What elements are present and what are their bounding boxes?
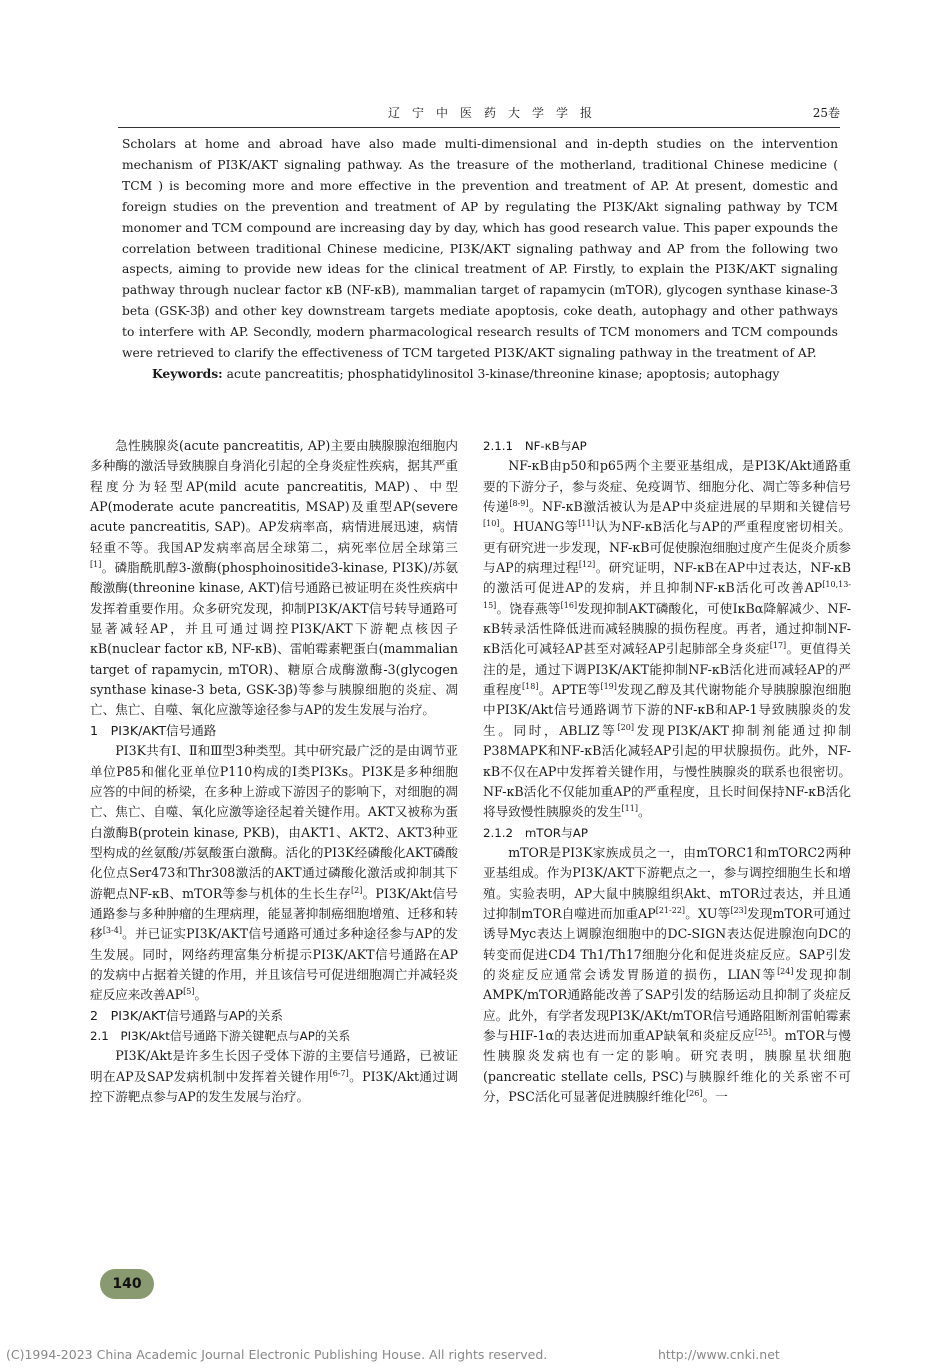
subsection-heading-2-1-2: 2.1.2 mTOR与AP: [483, 825, 588, 840]
header-rule: [118, 127, 840, 128]
section-2-1-paragraph: PI3K/Akt是许多生长因子受体下游的主要信号通路，已被证明在AP及SAP发病机制中发挥着关键作用[6-7]。PI3K/Akt通过调控下游靶点参与AP的发生发展与治疗。: [90, 1048, 459, 1104]
footer-copyright: (C)1994-2023 China Academic Journal Electronic Publishing House. All rights reserved.: [6, 1347, 548, 1362]
keywords-label: Keywords:: [152, 365, 223, 381]
abstract-text: Scholars at home and abroad have also made multi-dimensional and in-depth studies on the intervention mechanism of PI3K/AKT signaling pathway. As the treasure of the motherland, traditional Chinese medicine ( TCM ) is becoming more and more effective in the prevention and treatment of AP. At present, domestic and foreign studies on the prevention and treatment of AP by regulating the PI3K/Akt signaling pathway by TCM monomer and TCM compound are increasing day by day, which has good research value. This paper expounds the correlation between traditional Chinese medicine, PI3K/AKT signaling pathway and AP from the following two aspects, aiming to provide new ideas for the clinical treatment of AP. Firstly, to explain the PI3K/AKT signaling pathway through nuclear factor κB (NF-κB), mammalian target of rapamycin (mTOR), glycogen synthase kinase-3 beta (GSK-3β) and other key downstream targets mediate apoptosis, coke death, autophagy and other pathways to interfere with AP. Secondly, modern pharmacological research results of TCM monomers and TCM compounds were retrieved to clarify the effectiveness of TCM targeted PI3K/AKT signaling pathway in the treatment of AP.: [122, 137, 838, 361]
section-1-paragraph: PI3K共有Ⅰ、Ⅱ和Ⅲ型3种类型。其中研究最广泛的是由调节亚单位P85和催化亚单位P110构成的Ⅰ类PI3Ks。PI3K是多种细胞应答的中间的桥梁，在多种上游或下游因子的影响下，对细胞的凋亡、焦亡、自噬、氧化应激等途径起着关键作用。AKT又被称为蛋白激酶B(protein kinase, PKB)，由AKT1、AKT2、AKT3种亚型构成的丝氨酸/苏氨酸蛋白激酶。活化的PI3K经磷酸化AKT磷酸化位点Ser473和Thr308激活的AKT通过磷酸化激活或抑制其下游靶点NF-κB、mTOR等参与机体的生长生存[2]。PI3K/Akt信号通路参与多种肿瘤的生理病理，能显著抑制癌细胞增殖、迁移和转移[3-4]。并已证实PI3K/AKT信号通路可通过多种途径参与AP的发生发展。同时，网络药理富集分析提示PI3K/AKT信号通路在AP的发病中占据着关键的作用，并且该信号可促进细胞凋亡并减轻炎症反应来改善AP[5]。: [90, 743, 458, 1003]
footer: [6, 1347, 780, 1362]
subsection-heading-2-1: 2.1 PI3K/Akt信号通路下游关键靶点与AP的关系: [90, 1028, 351, 1043]
subsection-heading-2-1-1: 2.1.1 NF-κB与AP: [483, 439, 587, 453]
section-heading-1: 1 PI3K/AKT信号通路: [90, 722, 217, 738]
abstract-block: [122, 134, 838, 385]
section-heading-2: 2 PI3K/AKT信号通路与AP的关系: [90, 1007, 283, 1023]
keywords-text: acute pancreatitis; phosphatidylinositol 3-kinase/threonine kinase; apoptosis; autophagy: [222, 366, 780, 381]
left-column: [90, 436, 458, 1107]
footer-site[interactable]: http://www.cnki.net: [658, 1347, 780, 1362]
nfkb-paragraph: NF-κB由p50和p65两个主要亚基组成，是PI3K/Akt通路重要的下游分子，参与炎症、免疫调节、细胞分化、凋亡等多种信号传递[8-9]。NF-κB激活被认为是AP中炎症进展的早期和关键信号[10]。HUANG等[11]认为NF-κB活化与AP的严重程度密切相关。更有研究进一步发现，NF-κB可促使腺泡细胞过度产生促炎介质参与AP的病理过程[12]。研究证明，NF-κB在AP中过表达，NF-κB的激活可促进AP的发病，并且抑制NF-κB活化可改善AP[10,13-15]。饶春燕等[16]发现抑制AKT磷酸化，可使IκBα降解减少、NF-κB转录活性降低进而减轻胰腺的损伤程度。再者，通过抑制NF-κB活化可减轻AP甚至对减轻AP引起肺部全身炎症[17]。更值得关注的是，通过下调PI3K/AKT能抑制NF-κB活化进而减轻AP的严重程度[18]。APTE等[19]发现乙醇及其代谢物能介导胰腺腺泡细胞中PI3K/Akt信号通路调节下游的NF-κB和AP-1导致胰腺炎的发生。同时，ABLIZ等[20]发现PI3K/AKT抑制剂能通过抑制P38MAPK和NF-κB活化减轻AP引起的甲状腺损伤。此外，NF-κB不仅在AP中发挥着关键作用，与慢性胰腺炎的联系也很密切。NF-κB活化不仅能加重AP的严重程度，且长时间保持NF-κB活化将导致慢性胰腺炎的发生[11]。: [483, 458, 852, 820]
keywords-line: [122, 364, 838, 385]
page-number: 140: [100, 1269, 154, 1299]
running-header: [118, 104, 840, 126]
journal-name: 辽宁中医药大学学报: [388, 106, 605, 120]
mtor-paragraph: mTOR是PI3K家族成员之一，由mTORC1和mTORC2两种亚基组成。作为PI3K/AKT下游靶点之一，参与调控细胞生长和增殖。实验表明，AP大鼠中胰腺组织Akt、mTOR过表达，并且通过抑制mTOR自噬进而加重AP[21-22]。XU等[23]发现mTOR可通过诱导Myc表达上调腺泡细胞中的DC-SIGN表达促进腺泡向DC的转变而促进CD4 Th1/Th17细胞分化和促进炎症反应。SAP引发的炎症反应通常会诱发胃肠道的损伤，LIAN等[24]发现抑制AMPK/mTOR通路能改善了SAP引发的结肠运动且抑制了炎症反应。此外，有学者发现PI3K/AKt/mTOR信号通路阻断剂雷帕霉素参与HIF-1α的表达进而加重AP缺氧和炎症反应[25]。mTOR与慢性胰腺炎发病也有一定的影响。研究表明，胰腺星状细胞(pancreatic stellate cells, PSC)与胰腺纤维化的关系密不可分，PSC活化可显著促进胰腺纤维化[26]。一: [483, 844, 852, 1104]
volume-label: 25卷: [812, 106, 840, 120]
right-column: [483, 436, 851, 1107]
intro-paragraph: 急性胰腺炎(acute pancreatitis, AP)主要由胰腺腺泡细胞内多种酶的激活导致胰腺自身消化引起的全身炎症性疾病，据其严重程度分为轻型AP(mild acute pancreatitis, MAP)、中型AP(moderate acute pancreatitis, MSAP)及重型AP(severe acute pancreatitis, SAP)。AP发病率高，病情进展迅速，病情轻重不等。我国AP发病率高居全球第二，病死率位居全球第三[1]。磷脂酰肌醇3-激酶(phosphoinositide3-kinase, PI3K)/苏氨酸激酶(threonine kinase, AKT)信号通路已被证明在炎性疾病中发挥着重要作用。众多研究发现，抑制PI3K/AKT信号转导通路可显著减轻AP，并且可通过调控PI3K/AKT下游靶点核因子κB(nuclear factor κB, NF-κB)、雷帕霉素靶蛋白(mammalian target of rapamycin, mTOR)、糖原合成酶激酶-3(glycogen synthase kinase-3 beta, GSK-3β)等参与胰腺细胞的炎症、凋亡、焦亡、自噬、氧化应激等途径参与AP的发生发展与治疗。: [90, 438, 458, 718]
